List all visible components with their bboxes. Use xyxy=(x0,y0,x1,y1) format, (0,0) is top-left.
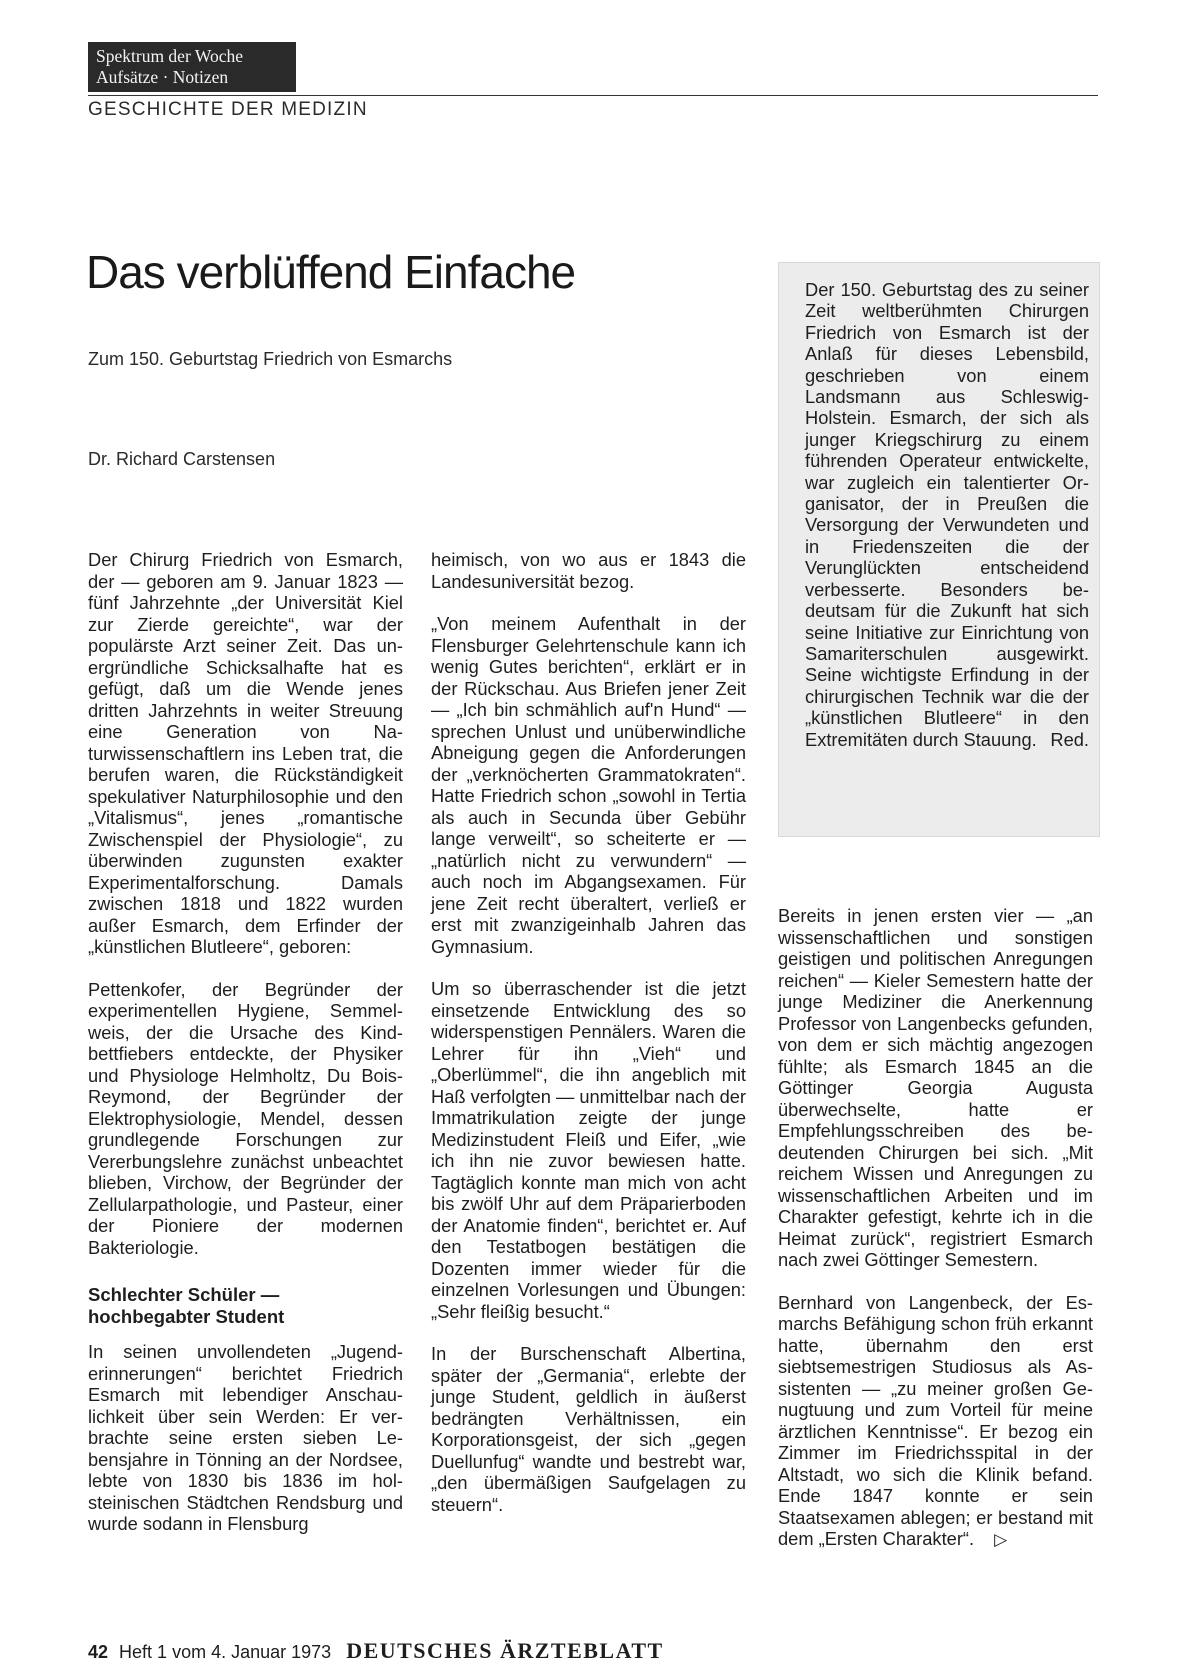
paragraph: Pettenkofer, der Begründer der experimentellen Hygiene, Semmelweis, der die Ursache des Kindbettfiebers entdeckte, der Physiker und Physiologe Helmholtz, Du Bois-Reymond, der Begründer der Elektrophysiologie, Mendel, dessen grundlegende Forschungen zur Vererbungslehre zunächst unbeachtet blieben, Virchow, der Begründer der Zellularpathologie, und Pasteur, einer der Pioniere der modernen Bakteriologie. xyxy=(88,978,403,1258)
paragraph-text: Bernhard von Langenbeck, der Esmarchs Befähigung schon früh erkannt hatte, übernahm den erst siebtsemestrigen Studiosus als Assistenten — „zu meiner großen Genugtuung und zum Vorteil für meine ärztlichen Kenntnisse“. Er bezog ein Zimmer im Friedrichsspital in der Altstadt, wo sich die Klinik befand. Ende 1847 konnte er sein Staatsexamen ablegen; er bestand mit dem „Ersten Charakter“. xyxy=(778,1291,1093,1549)
section-label-box xyxy=(88,42,296,92)
paragraph xyxy=(778,1292,1093,1551)
article-author: Dr. Richard Carstensen xyxy=(88,449,276,469)
subheading-line: hochbegabter Student xyxy=(88,1306,285,1327)
editorial-note-text: Der 150. Geburtstag des zu seiner Zeit weltberühmten Chirurgen Friedrich von Esmarch ist der Anlaß für dieses Lebensbild, geschrieben von einem Landsmann aus Schleswig-Holstein. Esmarch, der sich als junger Kriegschirurg zu einem führenden Operateur entwickelte, war zugleich ein talentierter Organisator, der in Preußen die Versorgung der Verwundeten und in Friedenszeiten die der Verunglückten entscheidend verbesserte. Besonders bedeutsam für die Zukunft hat sich seine Initiative zur Einrichtung von Samariterschulen ausgewirkt. Seine wichtigste Erfindung in der chirurgischen Technik war die der „künstlichen Blutleere“ in den Extremitäten durch Stauung. xyxy=(805,279,1089,750)
page-number: 42 xyxy=(88,1642,109,1662)
editorial-note xyxy=(805,279,1089,750)
issue-info: Heft 1 vom 4. Januar 1973 xyxy=(119,1642,332,1662)
column-1 xyxy=(88,549,403,1556)
article-title: Das verblüffend Einfache xyxy=(86,246,576,298)
magazine-name: DEUTSCHES ÄRZTEBLATT xyxy=(346,1638,664,1663)
subheading-line: Schlechter Schüler — xyxy=(88,1284,280,1305)
rubric: GESCHICHTE DER MEDIZIN xyxy=(88,99,368,120)
section-label-line2: Aufsätze · Notizen xyxy=(96,67,229,87)
column-3 xyxy=(778,905,1093,1572)
section-subheading xyxy=(88,1284,403,1328)
paragraph: Bereits in jenen ersten vier — „an wissenschaftlichen und sonstigen geistigen und politischen Anregungen reichen“ — Kieler Semestern hatte der junge Mediziner die Anerkennung Professor von Langenbecks gefunden, von dem er sich mächtig angezogen fühlte; als Esmarch 1845 an die Göttinger Georgia Augusta überwechselte, hatte er Empfehlungsschreiben des bedeutenden Chirurgen bei sich. „Mit reichem Wissen und Anregungen zu wissenschaftlichen Arbeiten und im Charakter gefestigt, kehrte ich in die Heimat zurück“, registriert Esmarch nach zwei Göttinger Semestern. xyxy=(778,905,1093,1270)
editorial-note-signature: Red. xyxy=(1050,728,1089,750)
header-rule xyxy=(88,95,1098,96)
paragraph: heimisch, von wo aus er 1843 die Landesuniversität bezog. xyxy=(431,549,746,592)
paragraph: In der Burschenschaft Albertina, später der „Germania“, erlebte der junge Student, geldlich in äußerst bedrängten Verhältnissen, ein Korporationsgeist, der sich „gegen Duellunfug“ wandte und bestrebt war, „den übermäßigen Saufgelagen zu steuern“. xyxy=(431,1343,746,1515)
editorial-note-box xyxy=(778,262,1100,837)
column-2 xyxy=(431,549,746,1536)
section-label-line1: Spektrum der Woche xyxy=(96,46,243,66)
paragraph: „Von meinem Aufenthalt in der Flensburger Gelehrtenschule kann ich wenig Gutes berichten“, erklärt er in der Rückschau. Aus Briefen jener Zeit — „Ich bin schmählich auf'n Hund“ — sprechen Unlust und unüberwindliche Abneigung gegen die Anforderungen der „verknöcherten Grammatokraten“. Hatte Friedrich schon „sowohl in Tertia als auch in Secunda über Gebühr lange verweilt“, so scheiterte er — „natürlich nicht zu verwundern“ — auch noch im Abgangsexamen. Für jene Zeit recht überaltert, verließ er erst mit zwanzigeinhalb Jahren das Gymnasium. xyxy=(431,613,746,957)
paragraph: In seinen unvollendeten „Jugenderinnerungen“ berichtet Friedrich Esmarch mit lebendiger Anschaulichkeit über sein Werden: Er verbrachte seine ersten sieben Lebensjahre in Tönning an der Nordsee, lebte von 1830 bis 1836 im holsteinischen Städtchen Rendsburg und wurde sodann in Flensburg xyxy=(88,1341,403,1534)
continue-arrow-icon: ▷ xyxy=(994,1530,1008,1549)
paragraph: Der Chirurg Friedrich von Esmarch, der — geboren am 9. Januar 1823 — fünf Jahrzehnte „der Universität Kiel zur Zierde gereichte“, war der populärste Arzt seiner Zeit. Das unergründliche Schicksalhafte hat es gefügt, daß um die Wende jenes dritten Jahrzehnts in weiter Streuung eine Generation von Naturwissenschaftlern ins Leben trat, die berufen waren, die Rückständigkeit spekulativer Naturphilosophie und den „Vitalismus“, jenes „romantische Zwischenspiel der Physiologie“, zu überwinden zugunsten exakter Experimentalforschung. Damals zwischen 1818 und 1822 wurden außer Esmarch, dem Erfinder der „künstlichen Blutleere“, geboren: xyxy=(88,549,403,957)
article-subtitle: Zum 150. Geburtstag Friedrich von Esmarchs xyxy=(88,349,453,369)
paragraph: Um so überraschender ist die jetzt einsetzende Entwicklung des so widerspenstigen Pennälers. Waren die Lehrer für ihn „Vieh“ und „Oberlümmel“, die ihn angeblich mit Haß verfolgten — unmittelbar nach der Immatrikulation zeigte der junge Medizinstudent Fleiß und Eifer, „wie ich ihn nie zuvor bewiesen hatte. Tagtäglich konnte man mich von acht bis zwölf Uhr auf dem Präparierboden der Anatomie finden“, berichtet er. Auf den Testatbogen bestätigen die Dozenten immer wieder für die einzelnen Vorlesungen und Übungen: „Sehr fleißig besucht.“ xyxy=(431,978,746,1322)
page-footer xyxy=(88,1638,664,1664)
